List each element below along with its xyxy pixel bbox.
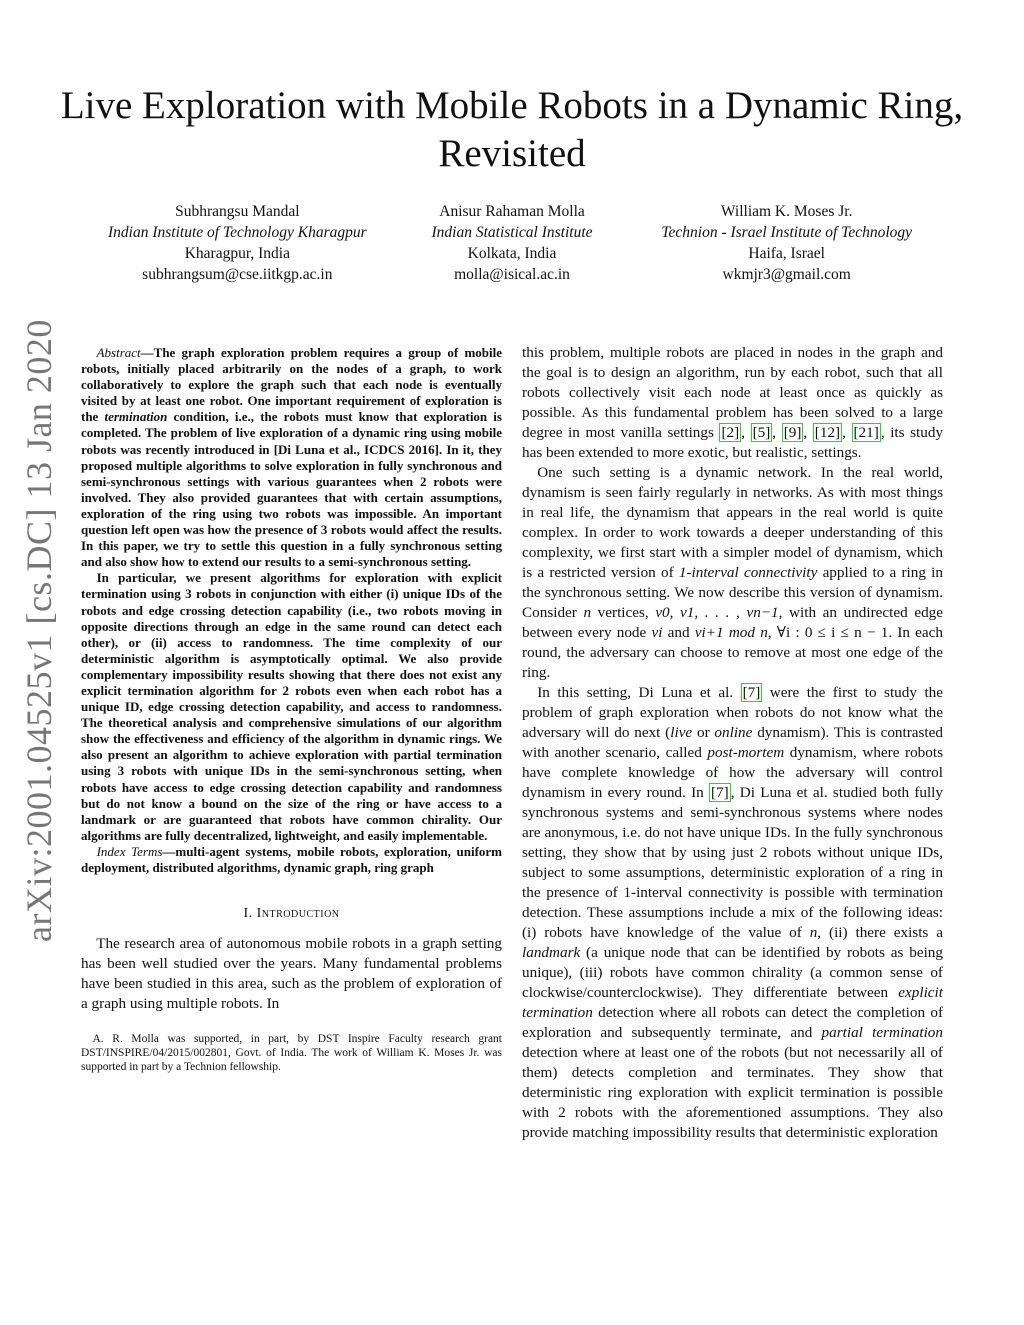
index-terms-label: Index Terms — [96, 843, 163, 859]
author-name: William K. Moses Jr. — [720, 203, 853, 220]
body-text: were the first to study the problem of graph exploration when robots do not know what the adversary will do next ( — [522, 684, 944, 741]
footnote: A. R. Molla was supported, in part, by DST Inspire Faculty research grant DST/INSPIRE/04/2015/002801, Govt. of India. The work of William K. Moses Jr. was supported in part by a Technion fellowship. — [81, 1033, 502, 1074]
body-text: , ∀i : 0 ≤ i ≤ n − 1. In each round, the adversary can choose to remove at most one edge of the ring. — [522, 624, 944, 681]
intro-paragraph-1: The research area of autonomous mobile robots in a graph setting has been well studied over the years. Many fundamental problems have been studied in this area, such as the problem of exploration of a graph using multiple robots. In — [81, 935, 502, 1013]
body-text: , Di Luna et al. studied both fully synchronous systems and semi-synchronous systems where nodes are anonymous, i.e. do not have unique IDs. In the fully synchronous setting, they show that by using just 2 robots without unique IDs, subject to some assumptions, deterministic exploration of a ring in the presence of 1-interval connectivity is possible with termination detection. These assumptions include a mix of the following ideas: (i) robots have knowledge of the value of — [522, 784, 943, 941]
body-text: (a unique node that can be identified by robots as being unique), (iii) robots have common chirality (a common sense of clockwise/counterclockwise). They differentiate between — [522, 944, 943, 1001]
body-paragraph-1: this problem, multiple robots are placed in nodes in the graph and the goal is to design an algorithm, run by each robot, such that all robots collectively visit each node at least once as quickly as possible. As this fundamental problem has been solved to a large degree in most vanilla settings [2] , [5] , [9] , [12] , [21] , its study has been extended to more exotic, but realistic, settings. — [522, 344, 944, 461]
body-text: vertices, — [591, 604, 656, 621]
author-location: Kolkata, India — [467, 245, 557, 262]
author-block — [100, 201, 924, 285]
body-emphasis: partial termination — [821, 1024, 943, 1041]
index-terms-text: —multi-agent systems, mobile robots, exploration, uniform deployment, distributed algorithms, dynamic graph, ring graph — [81, 843, 502, 875]
author-3 — [649, 201, 924, 285]
body-paragraph-2 — [522, 463, 943, 683]
body-text: applied to a ring in the synchronous setting. We now describe this version of dynamism. Consider — [522, 564, 943, 621]
body-text: dynamism). This is contrasted with another scenario, called — [522, 724, 943, 761]
author-email: molla@isical.ac.in — [454, 266, 570, 283]
math-variable: n — [583, 604, 592, 621]
abstract-text: —The graph exploration problem requires a group of mobile robots, initially placed arbitrarily on the nodes of a graph, to work collaboratively to explore the graph such that each node is eventually visited by at least one robot. One important requirement of exploration is the — [81, 345, 502, 425]
body-text: In this setting, Di Luna et al. — [537, 684, 741, 701]
body-text: , its study has been extended to more exotic, but realistic, settings. — [522, 424, 944, 461]
author-2 — [375, 201, 650, 285]
body-text: detection where at least one of the robots (but not necessarily all of them) detects completion and terminates. They show that deterministic ring exploration with explicit termination is possible with 2 robots with the aforementioned assumptions. They also provide matching impossibility results that deterministic exploration — [522, 1044, 943, 1141]
author-name: Subhrangsu Mandal — [175, 203, 300, 220]
author-1 — [100, 201, 375, 285]
section-heading: I. Introduction — [243, 906, 340, 922]
body-text: dynamism, where robots have complete knowledge of how the adversary will control dynamism in every round. In — [522, 744, 943, 801]
body-text: or — [692, 724, 715, 741]
math-expression: v0, v1, . . . , vn−1 — [655, 604, 779, 621]
abstract-label: Abstract — [96, 345, 141, 360]
abstract-text: condition, i.e., the robots must know that exploration is completed. The problem of live exploration of a dynamic ring using mobile robots was recently introduced in [Di Luna et al., ICDCS 2016]. In it, they proposed multiple algorithms to solve exploration in fully synchronous and semi-synchronous settings with various guarantees when 2 robots were involved. They also provided guarantees that with certain assumptions, exploration of the ring using two robots was impossible. An important question left open was how the presence of 3 robots would affect the results. In this paper, we try to settle this question in a fully synchronous setting and also show how to extend our results to a semi-synchronous setting. — [81, 409, 502, 570]
body-emphasis: explicit termination — [522, 984, 943, 1021]
author-affiliation: Technion - Israel Institute of Technology — [661, 224, 913, 241]
math-expression: vi+1 mod n — [694, 624, 768, 641]
author-name: Anisur Rahaman Molla — [439, 203, 585, 220]
body-emphasis: live — [670, 724, 693, 741]
author-affiliation: Indian Statistical Institute — [431, 224, 593, 241]
left-column — [81, 345, 502, 1074]
body-paragraph-3 — [522, 683, 943, 1143]
body-text: , (ii) there exists a — [817, 924, 944, 941]
abstract-paragraph-1 — [81, 345, 502, 570]
index-terms — [81, 844, 502, 876]
body-text: this problem, multiple robots are placed in nodes in the graph and the goal is to design an algorithm, run by each robot, such that all robots collectively visit each node at least once as quickly as possible. As this fundamental problem has been solved to a large degree in most vanilla settings — [522, 344, 943, 441]
abstract — [81, 345, 502, 876]
citation-link[interactable]: [5] — [752, 424, 771, 441]
citation-link[interactable]: [7] — [742, 684, 761, 701]
math-variable: vi — [651, 624, 663, 641]
body-emphasis: online — [714, 724, 753, 741]
body-text: , with an undirected edge between every node — [522, 604, 943, 641]
citation-link[interactable]: [9] — [783, 424, 802, 441]
abstract-paragraph-2: In particular, we present algorithms for exploration with explicit termination using 3 robots in conjunction with either (i) unique IDs of the robots and edge crossing detection capability (i.e., two robots moving in opposite directions through an edge in the same round can detect each other), or (ii) access to randomness. The time complexity of our deterministic algorithm is asymptotically optimal. We also provide complementary impossibility results showing that there does not exist any explicit termination algorithm for 2 robots even when each robot has a unique ID, edge crossing detection capability, and access to randomness. The theoretical analysis and comprehensive simulations of our algorithm show the effectiveness and efficiency of the algorithm in dynamic rings. We also present an algorithm to achieve exploration with partial termination using 3 robots with unique IDs in the semi-synchronous setting, when robots have access to edge crossing detection capability and randomness but do not know a bound on the size of the ring or have access to a landmark or are guaranteed that robots have common chirality. Our algorithms are fully decentralized, lightweight, and easily implementable. — [81, 570, 502, 843]
abstract-emphasis: termination — [104, 409, 168, 425]
arxiv-identifier: arXiv:2001.04525v1 [cs.DC] 13 Jan 2020 — [19, 319, 59, 942]
author-affiliation: Indian Institute of Technology Kharagpur — [108, 224, 367, 241]
body-text: One such setting is a dynamic network. In the real world, dynamism is seen fairly regularly in networks. As with most things in real life, the dynamism that appears in the real world is quite complex. In order to work towards a deeper understanding of this complexity, we first start with a simpler model of dynamism, which is a restricted version of — [522, 464, 943, 581]
math-variable: n — [809, 924, 818, 941]
body-emphasis: post-mortem — [707, 744, 785, 761]
body-text: detection where all robots can detect the completion of exploration and subsequently terminate, and — [522, 1004, 943, 1041]
citation-link[interactable]: [2] — [721, 424, 740, 441]
author-location: Kharagpur, India — [184, 245, 290, 262]
right-column — [522, 343, 943, 1143]
body-text: and — [662, 624, 695, 641]
citation-link[interactable]: [12] — [814, 424, 841, 441]
body-emphasis: 1-interval connectivity — [678, 564, 818, 581]
author-location: Haifa, Israel — [748, 245, 825, 262]
body-emphasis: landmark — [522, 944, 581, 961]
intro-body — [81, 934, 502, 1014]
paper-title: Live Exploration with Mobile Robots in a Dynamic Ring, Revisited — [60, 84, 964, 175]
author-email: wkmjr3@gmail.com — [722, 266, 851, 283]
citation-link[interactable]: [21] — [853, 424, 879, 441]
author-email: subhrangsum@cse.iitkgp.ac.in — [142, 266, 333, 283]
citation-link[interactable]: [7] — [711, 784, 729, 801]
